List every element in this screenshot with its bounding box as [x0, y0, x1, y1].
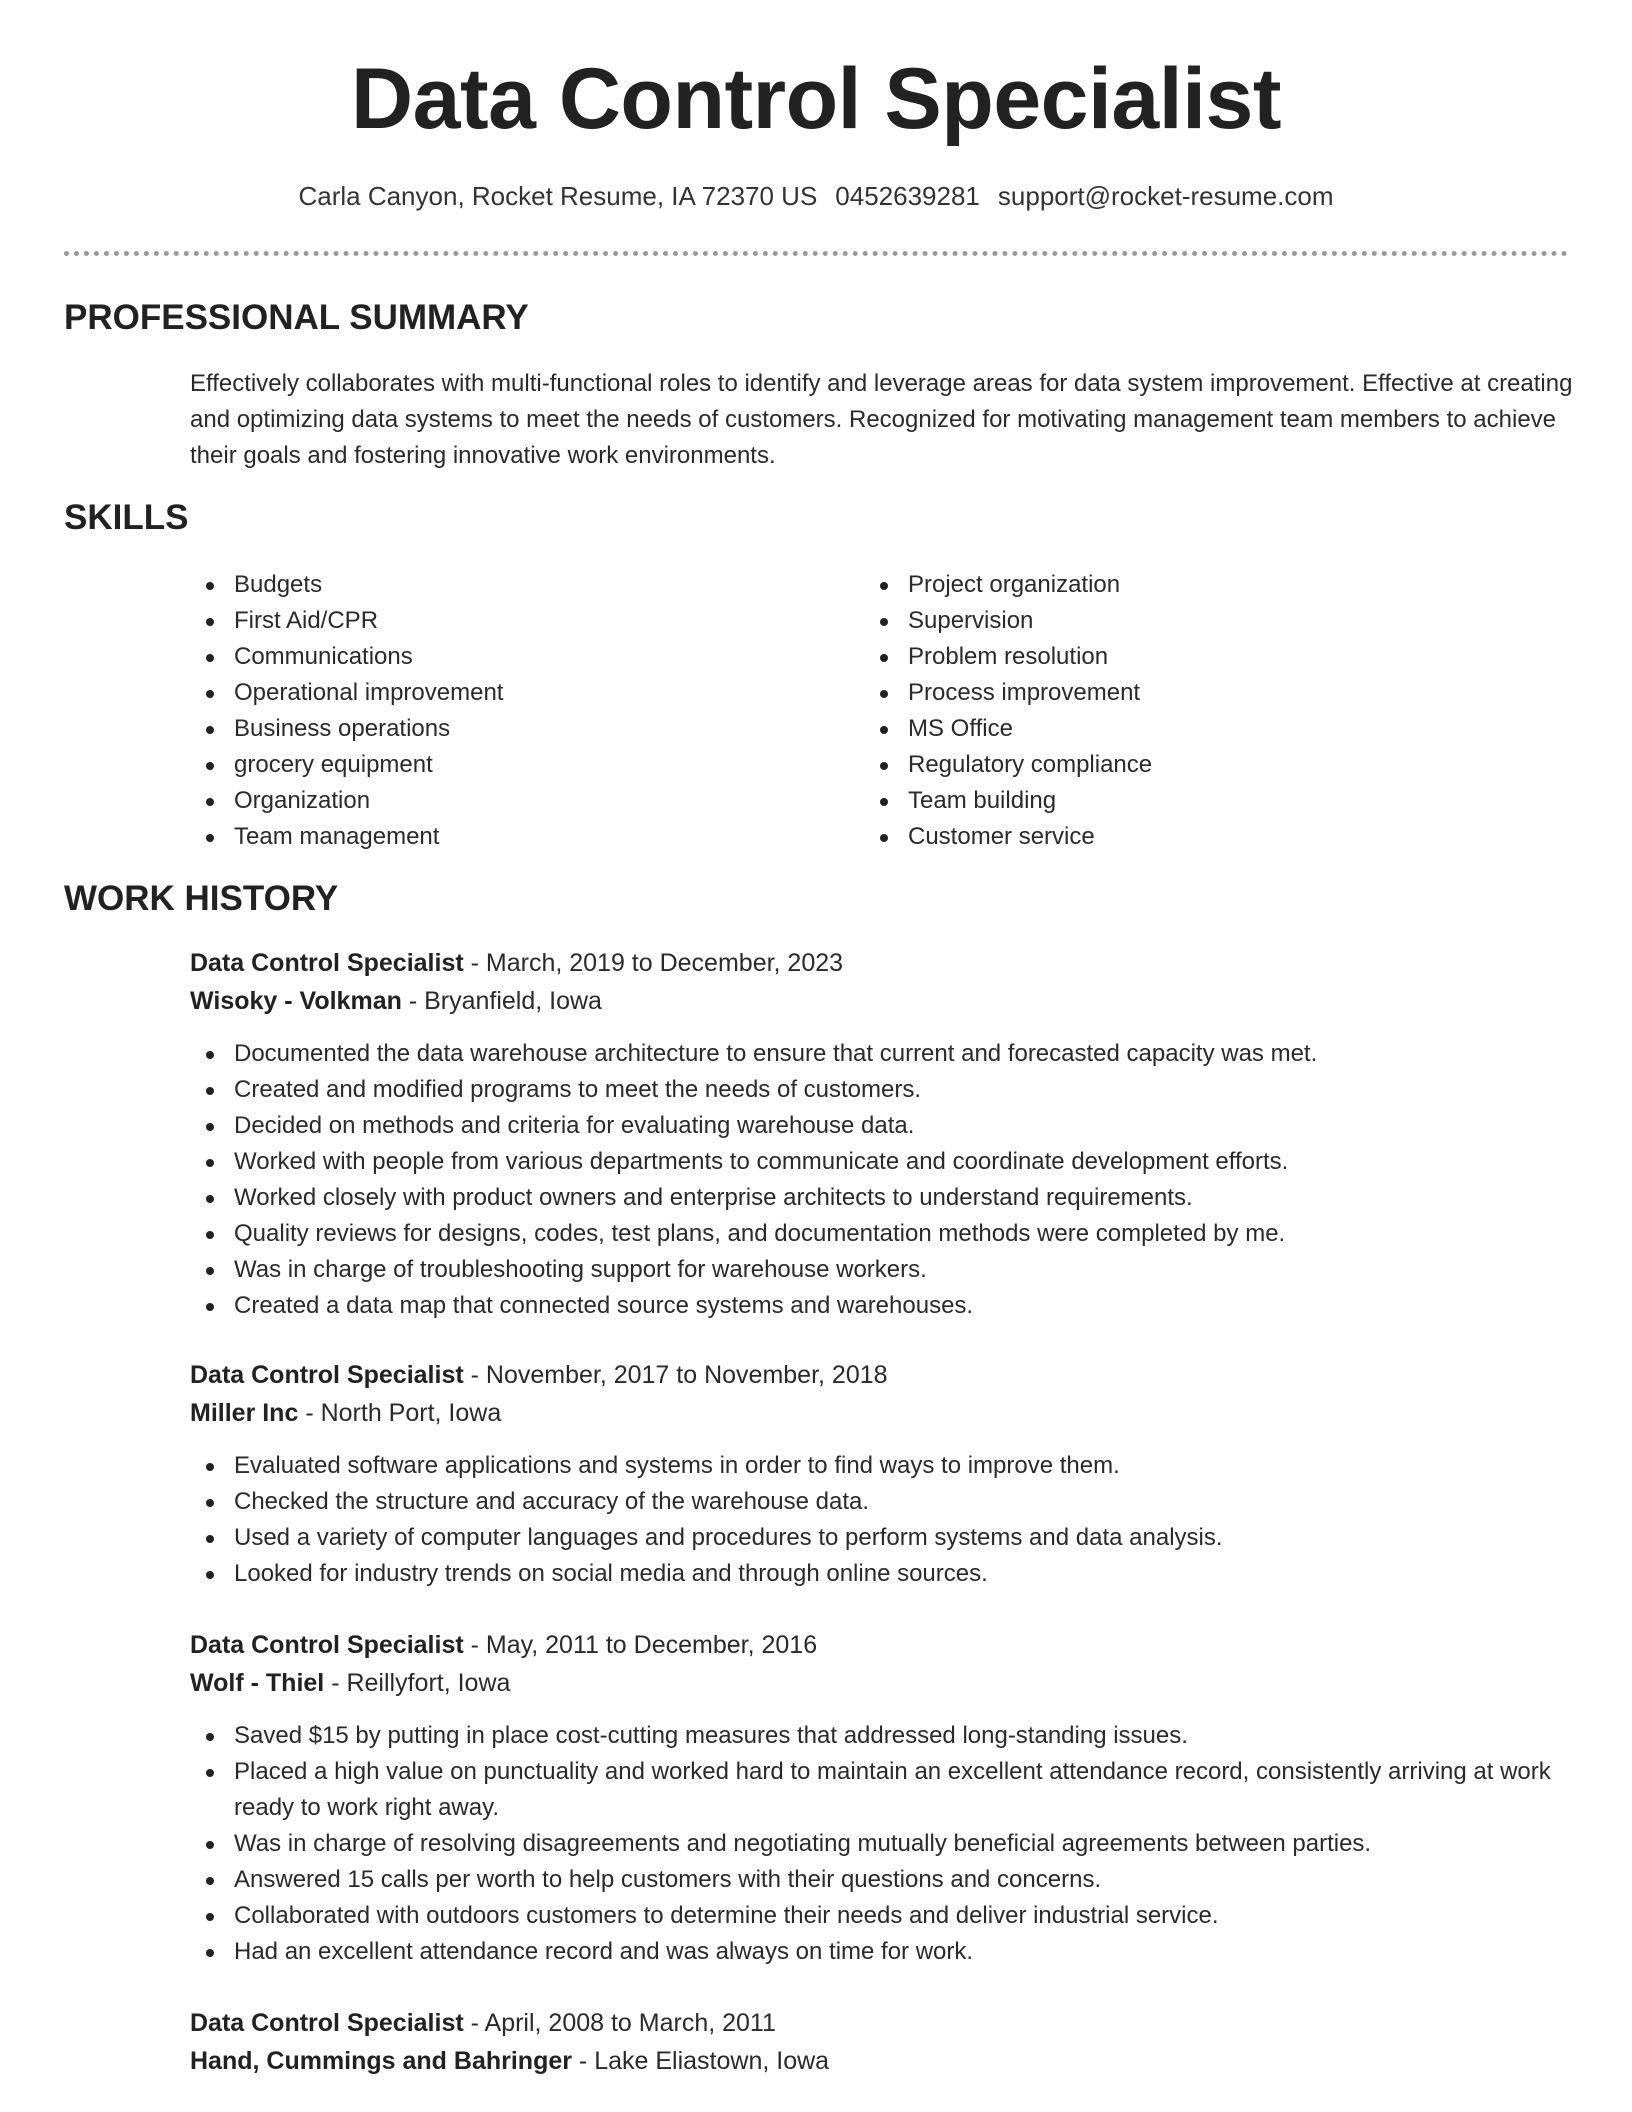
job-location: Lake Eliastown, Iowa [594, 2047, 830, 2075]
summary-heading: PROFESSIONAL SUMMARY [64, 298, 529, 337]
skill-item: Budgets [190, 567, 830, 603]
job-dates: April, 2008 to March, 2011 [484, 2009, 776, 2037]
header-divider [64, 251, 1568, 256]
job-bullet: Checked the structure and accuracy of the warehouse data. [190, 1484, 1580, 1520]
contact-line [0, 181, 1632, 212]
job-location: Bryanfield, Iowa [424, 987, 602, 1015]
job-company: Hand, Cummings and Bahringer [190, 2047, 572, 2075]
contact-phone: 0452639281 [835, 181, 980, 211]
contact-email: support@rocket-resume.com [997, 181, 1334, 211]
skills-list-right [864, 567, 1564, 855]
job-bullet: Evaluated software applications and systems in order to find ways to improve them. [190, 1448, 1580, 1484]
job-entry [190, 2004, 1580, 2080]
skill-item: Customer service [864, 819, 1564, 855]
job-role: Data Control Specialist [190, 1631, 464, 1659]
skills-heading: SKILLS [64, 498, 189, 537]
job-entry [190, 1356, 1580, 1592]
job-bullet-list [190, 1718, 1580, 1970]
work-history-heading: WORK HISTORY [64, 879, 339, 918]
summary-text: Effectively collaborates with multi-functional roles to identify and leverage areas for data system improvement. Effective at creating and optimizing data systems to meet the needs of customers. Recognized for motivating management team members to achieve their goals and fostering innovative work environments. [190, 370, 1573, 469]
skill-item: Problem resolution [864, 639, 1564, 675]
job-bullet: Decided on methods and criteria for evaluating warehouse data. [190, 1108, 1580, 1144]
skill-item: Project organization [864, 567, 1564, 603]
job-bullet: Created and modified programs to meet the needs of customers. [190, 1072, 1580, 1108]
skill-item: MS Office [864, 711, 1564, 747]
job-bullet: Quality reviews for designs, codes, test plans, and documentation methods were completed by me. [190, 1216, 1580, 1252]
job-bullet: Answered 15 calls per worth to help customers with their questions and concerns. [190, 1862, 1580, 1898]
skill-item: Communications [190, 639, 830, 675]
job-title-line: Data Control Specialist - May, 2011 to December, 2016 [190, 1631, 818, 1659]
skill-item: Organization [190, 783, 830, 819]
skill-item: Process improvement [864, 675, 1564, 711]
job-bullet: Had an excellent attendance record and was always on time for work. [190, 1934, 1580, 1970]
job-bullet: Was in charge of resolving disagreements and negotiating mutually beneficial agreements between parties. [190, 1826, 1580, 1862]
skill-item: Operational improvement [190, 675, 830, 711]
job-company-line: Miller Inc - North Port, Iowa [190, 1399, 502, 1427]
job-bullet: Documented the data warehouse architecture to ensure that current and forecasted capacity was met. [190, 1036, 1580, 1072]
job-company-line: Wolf - Thiel - Reillyfort, Iowa [190, 1669, 511, 1697]
job-bullet: Worked closely with product owners and enterprise architects to understand requirements. [190, 1180, 1580, 1216]
job-title-line: Data Control Specialist - March, 2019 to December, 2023 [190, 949, 844, 977]
job-bullet: Collaborated with outdoors customers to determine their needs and deliver industrial service. [190, 1898, 1580, 1934]
job-bullet: Used a variety of computer languages and procedures to perform systems and data analysis. [190, 1520, 1580, 1556]
job-company: Wisoky - Volkman [190, 987, 402, 1015]
job-title-line: Data Control Specialist - November, 2017 to November, 2018 [190, 1361, 888, 1389]
job-role: Data Control Specialist [190, 949, 464, 977]
job-entry [190, 944, 1580, 1324]
job-dates: May, 2011 to December, 2016 [485, 1631, 818, 1659]
job-location: Reillyfort, Iowa [346, 1669, 511, 1697]
skill-item: First Aid/CPR [190, 603, 830, 639]
job-company-line: Wisoky - Volkman - Bryanfield, Iowa [190, 987, 602, 1015]
skill-item: grocery equipment [190, 747, 830, 783]
job-dates: November, 2017 to November, 2018 [485, 1361, 888, 1389]
skill-item: Supervision [864, 603, 1564, 639]
job-title-line: Data Control Specialist - April, 2008 to March, 2011 [190, 2009, 776, 2037]
job-dates: March, 2019 to December, 2023 [485, 949, 844, 977]
job-role: Data Control Specialist [190, 1361, 464, 1389]
page-title: Data Control Specialist [351, 51, 1281, 147]
job-bullet: Placed a high value on punctuality and worked hard to maintain an excellent attendance record, consistently arriving at work ready to work right away. [190, 1754, 1580, 1826]
job-bullet: Saved $15 by putting in place cost-cutting measures that addressed long-standing issues. [190, 1718, 1580, 1754]
job-role: Data Control Specialist [190, 2009, 464, 2037]
job-bullet-list [190, 1448, 1580, 1592]
skill-item: Team building [864, 783, 1564, 819]
job-bullet: Created a data map that connected source systems and warehouses. [190, 1288, 1580, 1324]
skill-item: Regulatory compliance [864, 747, 1564, 783]
job-bullet-list [190, 1036, 1580, 1324]
job-bullet: Was in charge of troubleshooting support for warehouse workers. [190, 1252, 1580, 1288]
job-company: Miller Inc [190, 1399, 299, 1427]
skill-item: Business operations [190, 711, 830, 747]
job-location: North Port, Iowa [320, 1399, 502, 1427]
job-company: Wolf - Thiel [190, 1669, 325, 1697]
skill-item: Team management [190, 819, 830, 855]
job-bullet: Looked for industry trends on social media and through online sources. [190, 1556, 1580, 1592]
job-entry [190, 1626, 1580, 1970]
job-company-line: Hand, Cummings and Bahringer - Lake Eliastown, Iowa [190, 2047, 830, 2075]
skills-list-left [190, 567, 830, 855]
job-bullet: Worked with people from various departments to communicate and coordinate development efforts. [190, 1144, 1580, 1180]
contact-address: Carla Canyon, Rocket Resume, IA 72370 US [298, 181, 818, 211]
